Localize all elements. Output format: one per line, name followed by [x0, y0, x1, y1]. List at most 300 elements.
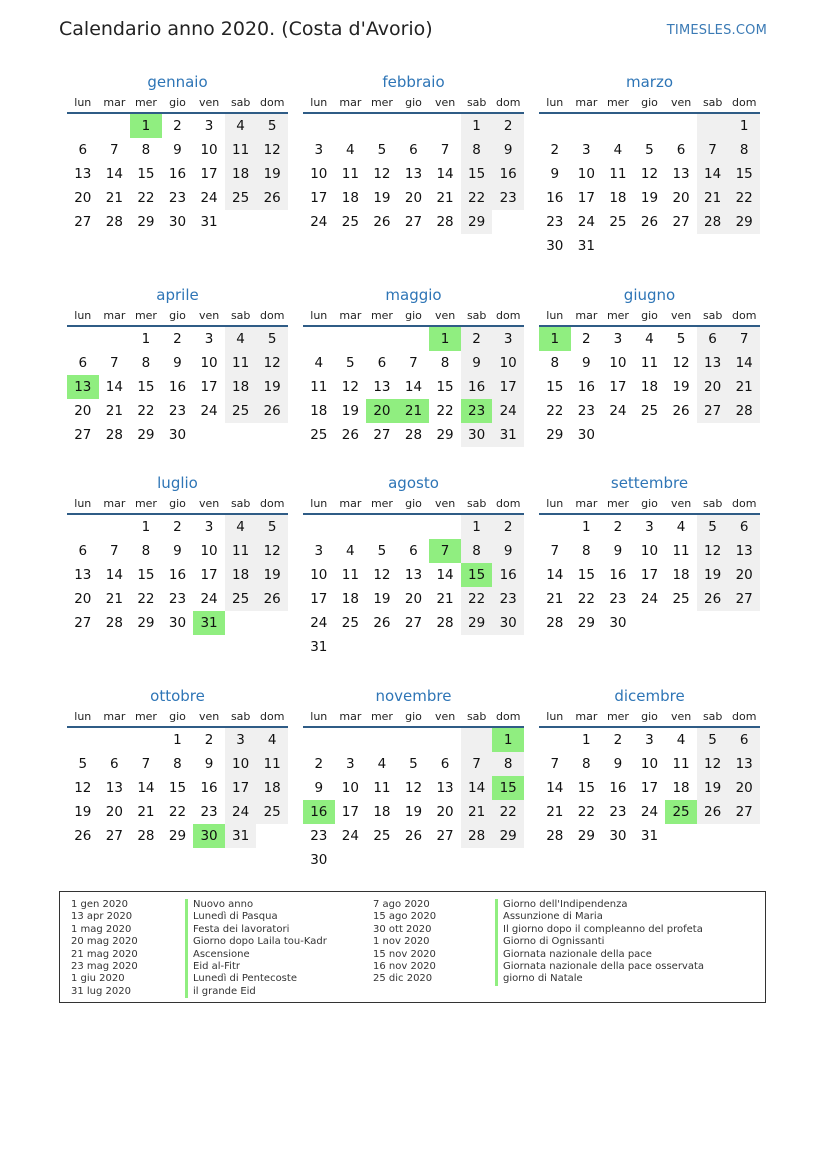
day-grid [539, 728, 760, 848]
empty-cell [335, 728, 367, 752]
day-cell: 28 [546, 615, 564, 631]
empty-cell [539, 515, 571, 539]
day-grid [67, 114, 288, 234]
day-cell: 6 [78, 355, 88, 371]
day-cell: 12 [373, 166, 391, 182]
day-cell: 3 [204, 519, 214, 535]
day-cell: 3 [314, 142, 324, 158]
day-cell: 31 [640, 828, 659, 844]
day-cell: 29 [461, 611, 493, 635]
day-cell: 20 [105, 804, 123, 820]
day-cell: 12 [697, 539, 729, 563]
day-cell: 4 [676, 519, 686, 535]
day-cell: 4 [676, 732, 686, 748]
holiday-day-cell: 13 [67, 375, 99, 399]
weekday-label: gio [169, 309, 186, 322]
day-cell: 30 [546, 238, 564, 254]
day-cell: 26 [697, 800, 729, 824]
empty-cell [602, 114, 634, 138]
day-cell: 19 [373, 190, 391, 206]
empty-cell [303, 327, 335, 351]
weekday-label: gio [405, 309, 422, 322]
weekday-label: mer [370, 96, 393, 109]
day-cell: 26 [640, 214, 659, 230]
legend-date: 15 nov 2020 [373, 948, 436, 960]
day-cell: 7 [550, 543, 560, 559]
weekday-label: dom [496, 710, 521, 723]
day-cell: 20 [74, 591, 92, 607]
day-cell: 6 [409, 142, 418, 158]
day-cell: 11 [310, 379, 328, 395]
day-cell: 27 [436, 828, 454, 844]
day-cell: 20 [404, 190, 423, 206]
day-cell: 9 [173, 355, 182, 371]
weekday-label: mer [606, 309, 629, 322]
day-cell: 28 [436, 214, 454, 230]
day-cell: 6 [78, 142, 88, 158]
day-cell: 23 [492, 587, 524, 611]
day-cell: 20 [74, 190, 92, 206]
day-cell: 17 [577, 190, 595, 206]
weekday-label: ven [434, 96, 456, 109]
day-cell: 26 [74, 828, 92, 844]
day-cell: 2 [173, 519, 182, 535]
month-gennaio [67, 71, 288, 234]
day-cell: 9 [613, 543, 623, 559]
day-cell: 13 [728, 752, 760, 776]
month-aprile [67, 284, 288, 447]
weekday-label: mar [575, 710, 598, 723]
day-cell: 4 [225, 327, 257, 351]
day-cell: 27 [105, 828, 123, 844]
day-cell: 19 [697, 776, 729, 800]
weekday-header [67, 306, 288, 327]
day-cell: 9 [582, 355, 591, 371]
day-grid [303, 327, 524, 447]
weekday-label: mer [606, 96, 629, 109]
day-cell: 16 [492, 162, 524, 186]
holiday-day-cell: 20 [366, 399, 398, 423]
weekday-label: sab [702, 96, 723, 109]
day-cell: 15 [577, 567, 595, 583]
month-dicembre [539, 685, 760, 848]
day-cell: 29 [137, 615, 155, 631]
day-cell: 5 [676, 331, 686, 347]
day-cell: 30 [492, 611, 524, 635]
holiday-day-cell: 30 [193, 824, 225, 848]
weekday-label: sab [466, 96, 487, 109]
holiday-day-cell: 16 [303, 800, 335, 824]
day-cell: 25 [640, 403, 659, 419]
day-cell: 14 [436, 567, 454, 583]
day-cell: 27 [74, 427, 92, 443]
day-cell: 1 [728, 114, 760, 138]
month-ottobre [67, 685, 288, 848]
weekday-label: lun [546, 96, 564, 109]
day-cell: 16 [168, 379, 187, 395]
day-cell: 10 [200, 543, 218, 559]
day-cell: 4 [225, 515, 257, 539]
day-cell: 11 [373, 780, 391, 796]
day-cell: 6 [697, 327, 729, 351]
weekday-label: dom [732, 309, 757, 322]
day-cell: 18 [672, 567, 690, 583]
day-cell: 31 [225, 824, 257, 848]
day-cell: 27 [697, 399, 729, 423]
day-cell: 17 [200, 567, 218, 583]
holiday-day-cell: 1 [429, 327, 461, 351]
weekday-label: mar [575, 309, 598, 322]
day-cell: 1 [582, 519, 591, 535]
weekday-label: gio [405, 497, 422, 510]
holiday-day-cell: 1 [492, 728, 524, 752]
day-cell: 15 [436, 379, 454, 395]
day-cell: 10 [341, 780, 359, 796]
day-cell: 3 [645, 732, 654, 748]
day-cell: 26 [256, 399, 288, 423]
day-cell: 13 [404, 567, 423, 583]
empty-cell [99, 728, 131, 752]
day-cell: 22 [461, 186, 493, 210]
day-cell: 28 [105, 615, 123, 631]
day-cell: 27 [728, 800, 760, 824]
day-cell: 20 [728, 563, 760, 587]
day-cell: 10 [225, 752, 257, 776]
legend-date: 20 mag 2020 [71, 936, 138, 948]
day-cell: 29 [168, 828, 187, 844]
day-cell: 1 [582, 732, 591, 748]
weekday-label: gio [169, 710, 186, 723]
holiday-day-cell: 15 [461, 563, 493, 587]
day-cell: 23 [200, 804, 218, 820]
day-cell: 23 [609, 591, 627, 607]
legend-date: 21 mag 2020 [71, 948, 138, 960]
legend-date: 31 lug 2020 [71, 985, 131, 997]
day-cell: 1 [141, 519, 151, 535]
day-cell: 8 [141, 355, 151, 371]
day-cell: 13 [728, 539, 760, 563]
day-cell: 13 [436, 780, 454, 796]
day-cell: 17 [200, 379, 218, 395]
weekday-label: ven [670, 309, 692, 322]
day-cell: 21 [436, 591, 454, 607]
month-name: gennaio [147, 73, 208, 91]
weekday-header [539, 306, 760, 327]
day-cell: 2 [550, 142, 560, 158]
day-cell: 17 [310, 591, 328, 607]
day-cell: 24 [577, 214, 595, 230]
day-cell: 10 [310, 567, 328, 583]
empty-cell [398, 114, 430, 138]
day-cell: 7 [550, 756, 560, 772]
empty-cell [398, 728, 430, 752]
day-cell: 21 [546, 591, 564, 607]
day-cell: 25 [225, 399, 257, 423]
empty-cell [539, 114, 571, 138]
day-cell: 18 [310, 403, 328, 419]
day-grid [539, 327, 760, 447]
day-cell: 22 [137, 190, 155, 206]
day-cell: 16 [609, 780, 627, 796]
day-cell: 2 [582, 331, 591, 347]
day-cell: 3 [613, 331, 623, 347]
day-cell: 18 [373, 804, 391, 820]
day-cell: 19 [697, 563, 729, 587]
day-cell: 28 [697, 210, 729, 234]
month-maggio [303, 284, 524, 447]
legend-holiday-name: Giorno di Ognissanti [495, 936, 704, 948]
day-cell: 2 [492, 515, 524, 539]
weekday-label: dom [732, 710, 757, 723]
day-cell: 26 [256, 186, 288, 210]
day-cell: 23 [310, 828, 328, 844]
day-cell: 26 [256, 587, 288, 611]
weekday-label: dom [260, 710, 285, 723]
day-grid [303, 114, 524, 234]
day-cell: 14 [105, 166, 123, 182]
day-cell: 5 [697, 515, 729, 539]
day-cell: 5 [377, 142, 387, 158]
month-name: marzo [625, 73, 674, 91]
day-cell: 8 [461, 539, 493, 563]
day-cell: 11 [672, 756, 690, 772]
day-cell: 30 [168, 615, 187, 631]
holiday-day-cell: 31 [193, 611, 225, 635]
day-cell: 1 [173, 732, 182, 748]
day-cell: 31 [577, 238, 595, 254]
day-cell: 5 [377, 543, 387, 559]
legend-date: 30 ott 2020 [373, 923, 432, 935]
month-name: febbraio [382, 73, 445, 91]
empty-cell [99, 515, 131, 539]
empty-cell [99, 327, 131, 351]
weekday-label: sab [466, 497, 487, 510]
day-cell: 28 [404, 427, 423, 443]
day-cell: 4 [256, 728, 288, 752]
empty-cell [130, 728, 162, 752]
empty-cell [665, 114, 697, 138]
day-cell: 11 [256, 752, 288, 776]
day-cell: 12 [341, 379, 359, 395]
day-cell: 27 [672, 214, 690, 230]
day-cell: 6 [78, 543, 88, 559]
day-cell: 25 [341, 615, 359, 631]
legend-dates-right [373, 899, 436, 986]
day-cell: 12 [373, 567, 391, 583]
day-cell: 30 [168, 427, 187, 443]
empty-cell [67, 515, 99, 539]
weekday-label: ven [670, 497, 692, 510]
month-luglio [67, 472, 288, 635]
day-cell: 24 [200, 190, 218, 206]
day-cell: 24 [341, 828, 359, 844]
day-cell: 29 [577, 615, 595, 631]
day-cell: 27 [373, 427, 391, 443]
legend-holiday-name: Assunzione di Maria [495, 911, 704, 923]
day-cell: 21 [105, 190, 123, 206]
weekday-label: dom [496, 96, 521, 109]
holiday-day-cell: 1 [539, 327, 571, 351]
day-cell: 8 [141, 543, 151, 559]
weekday-label: gio [169, 96, 186, 109]
day-cell: 27 [404, 214, 423, 230]
weekday-label: gio [641, 710, 658, 723]
holiday-day-cell: 15 [492, 776, 524, 800]
holiday-legend [59, 891, 766, 1003]
day-cell: 26 [672, 403, 690, 419]
day-cell: 5 [697, 728, 729, 752]
day-cell: 21 [461, 800, 493, 824]
weekday-label: sab [466, 309, 487, 322]
holiday-day-cell: 7 [429, 539, 461, 563]
day-cell: 27 [728, 587, 760, 611]
day-cell: 23 [168, 591, 187, 607]
day-cell: 8 [173, 756, 182, 772]
day-cell: 23 [492, 186, 524, 210]
weekday-label: lun [74, 96, 92, 109]
day-cell: 28 [461, 824, 493, 848]
day-cell: 11 [225, 138, 257, 162]
day-cell: 19 [256, 375, 288, 399]
day-cell: 18 [672, 780, 690, 796]
day-cell: 20 [697, 375, 729, 399]
weekday-label: mer [370, 309, 393, 322]
day-cell: 3 [225, 728, 257, 752]
day-cell: 2 [314, 756, 324, 772]
day-cell: 17 [609, 379, 627, 395]
day-cell: 11 [609, 166, 627, 182]
day-cell: 3 [204, 118, 214, 134]
month-febbraio [303, 71, 524, 234]
day-cell: 9 [173, 142, 182, 158]
day-cell: 5 [256, 515, 288, 539]
legend-holiday-name: Il giorno dopo il compleanno del profeta [495, 924, 704, 936]
day-cell: 22 [546, 403, 564, 419]
day-cell: 19 [256, 563, 288, 587]
weekday-label: lun [74, 710, 92, 723]
month-name: novembre [375, 687, 452, 705]
weekday-label: ven [434, 309, 456, 322]
weekday-label: mar [339, 96, 362, 109]
day-cell: 13 [74, 166, 92, 182]
day-cell: 26 [373, 615, 391, 631]
weekday-header [67, 93, 288, 114]
weekday-label: ven [670, 96, 692, 109]
day-cell: 2 [613, 519, 623, 535]
day-cell: 7 [110, 543, 119, 559]
day-cell: 24 [200, 403, 218, 419]
empty-cell [429, 728, 461, 752]
day-cell: 26 [697, 587, 729, 611]
month-name: dicembre [614, 687, 685, 705]
day-cell: 10 [640, 543, 659, 559]
day-cell: 18 [609, 190, 627, 206]
legend-holiday-name: Lunedì di Pasqua [185, 911, 327, 923]
day-cell: 19 [672, 379, 690, 395]
day-cell: 11 [341, 166, 359, 182]
day-cell: 18 [225, 563, 257, 587]
day-cell: 29 [728, 210, 760, 234]
weekday-label: sab [230, 309, 251, 322]
legend-holiday-name: Eid al-Fitr [185, 961, 327, 973]
day-cell: 29 [137, 214, 155, 230]
legend-date: 7 ago 2020 [373, 899, 430, 910]
day-cell: 12 [404, 780, 423, 796]
day-cell: 14 [697, 162, 729, 186]
weekday-label: sab [230, 710, 251, 723]
day-cell: 7 [728, 327, 760, 351]
weekday-label: ven [434, 710, 456, 723]
day-cell: 10 [640, 756, 659, 772]
day-cell: 22 [137, 591, 155, 607]
weekday-label: mer [370, 497, 393, 510]
weekday-label: sab [702, 710, 723, 723]
day-cell: 6 [676, 142, 686, 158]
month-settembre [539, 472, 760, 635]
weekday-header [539, 707, 760, 728]
day-cell: 14 [461, 776, 493, 800]
day-cell: 22 [492, 800, 524, 824]
weekday-label: dom [496, 309, 521, 322]
day-cell: 18 [225, 162, 257, 186]
day-cell: 27 [404, 615, 423, 631]
legend-holiday-name: Nuovo anno [185, 899, 327, 911]
day-cell: 9 [492, 539, 524, 563]
day-cell: 22 [577, 591, 595, 607]
day-cell: 18 [640, 379, 659, 395]
day-cell: 31 [310, 639, 328, 655]
day-cell: 11 [341, 567, 359, 583]
day-cell: 19 [256, 162, 288, 186]
weekday-label: mar [103, 710, 126, 723]
day-cell: 20 [672, 190, 690, 206]
weekday-header [67, 707, 288, 728]
day-cell: 5 [645, 142, 654, 158]
day-cell: 10 [492, 351, 524, 375]
day-cell: 25 [373, 828, 391, 844]
weekday-label: ven [198, 309, 220, 322]
day-cell: 24 [310, 214, 328, 230]
empty-cell [303, 515, 335, 539]
weekday-label: gio [641, 309, 658, 322]
day-cell: 3 [204, 331, 214, 347]
weekday-header [539, 93, 760, 114]
legend-holiday-name: Festa dei lavoratori [185, 924, 327, 936]
day-cell: 15 [137, 379, 155, 395]
weekday-label: lun [310, 96, 328, 109]
weekday-label: sab [230, 497, 251, 510]
day-cell: 2 [492, 114, 524, 138]
day-cell: 6 [728, 515, 760, 539]
day-cell: 23 [168, 403, 187, 419]
day-cell: 5 [78, 756, 88, 772]
weekday-label: mer [134, 309, 157, 322]
empty-cell [366, 515, 398, 539]
legend-holiday-name: Giornata nazionale della pace [495, 949, 704, 961]
weekday-label: mar [103, 96, 126, 109]
legend-date: 1 gen 2020 [71, 899, 129, 910]
day-cell: 29 [577, 828, 595, 844]
day-cell: 29 [492, 824, 524, 848]
empty-cell [303, 114, 335, 138]
weekday-label: ven [670, 710, 692, 723]
day-cell: 17 [640, 567, 659, 583]
month-name: ottobre [150, 687, 205, 705]
day-cell: 1 [461, 515, 493, 539]
site-logo[interactable]: TIMESLES.COM [666, 23, 767, 38]
day-cell: 22 [436, 403, 454, 419]
day-cell: 24 [640, 591, 659, 607]
